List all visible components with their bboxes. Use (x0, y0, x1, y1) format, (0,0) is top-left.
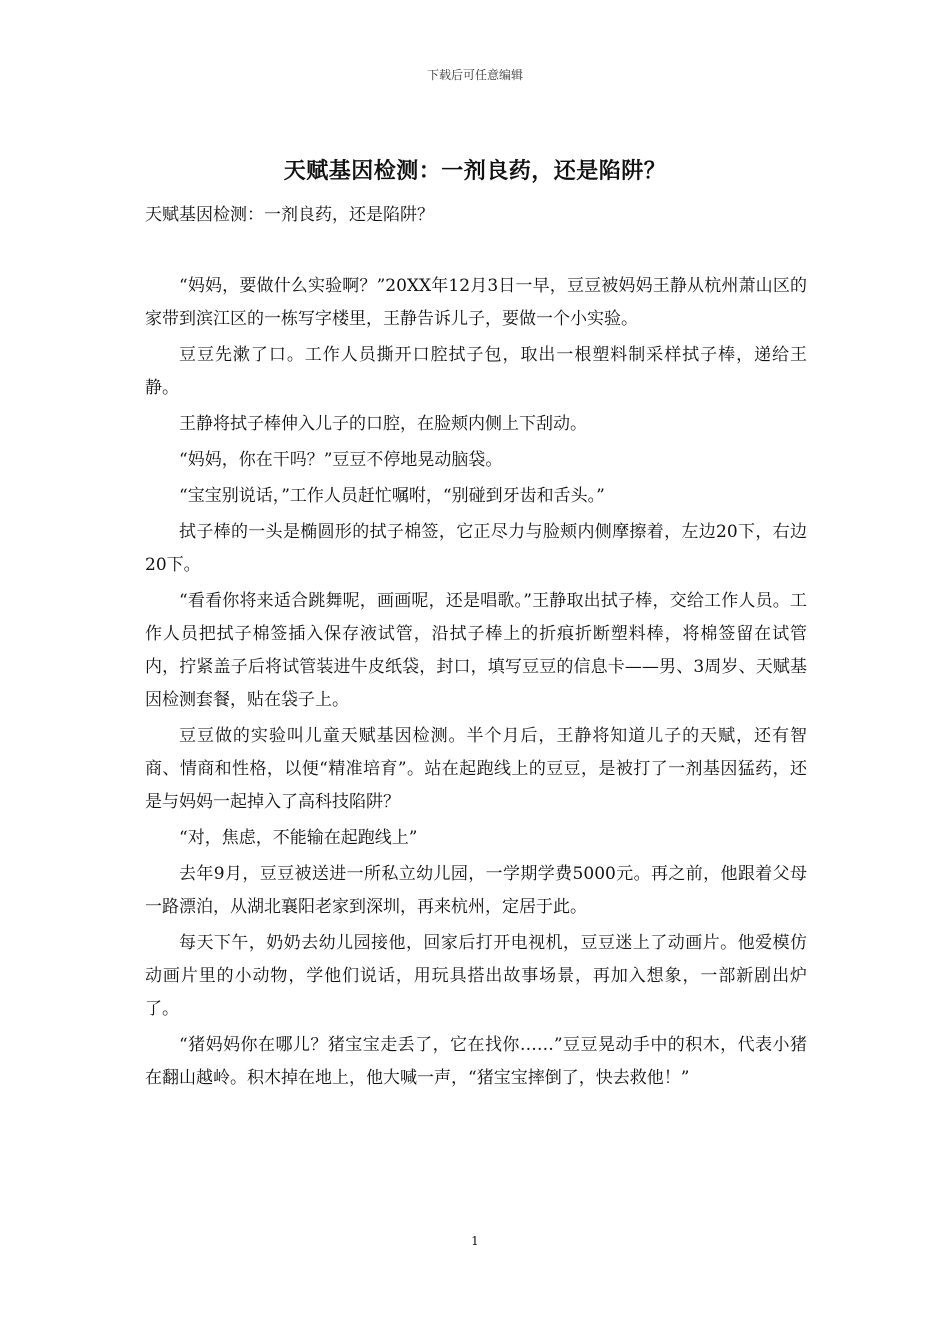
article-title: 天赋基因检测：一剂良药，还是陷阱？ (283, 158, 667, 184)
paragraph: 王静将拭子棒伸入儿子的口腔，在脸颊内侧上下刮动。 (179, 414, 587, 434)
header-note: 下载后可任意编辑 (426, 68, 523, 82)
paragraph: 去年9月，豆豆被送进一所私立幼儿园，一学期学费5000元。再之前，他跟着父母一路漂泊，从湖北襄阳老家到深圳，再来杭州，定居于此。 (145, 864, 807, 917)
paragraph: 豆豆先漱了口。工作人员撕开口腔拭子包，取出一根塑料制采样拭子棒，递给王静。 (145, 345, 807, 398)
paragraph: 每天下午，奶奶去幼儿园接他，回家后打开电视机，豆豆迷上了动画片。他爱模仿动画片里的小动物，学他们说话，用玩具搭出故事场景，再加入想象，一部新剧出炉了。 (145, 933, 807, 1019)
paragraph: “猪妈妈你在哪儿？猪宝宝走丢了，它在找你……”豆豆晃动手中的积木，代表小猪在翻山越岭。积木掉在地上，他大喊一声，“猪宝宝摔倒了，快去救他！” (145, 1035, 807, 1088)
page-number: 1 (471, 1234, 479, 1248)
article-subtitle: 天赋基因检测：一剂良药，还是陷阱？ (145, 205, 434, 225)
paragraph: “看看你将来适合跳舞呢，画画呢，还是唱歌。”王静取出拭子棒，交给工作人员。工作人员把拭子棉签插入保存液试管，沿拭子棒上的折痕折断塑料棒，将棉签留在试管内，拧紧盖子后将试管装进牛皮纸袋，封口，填写豆豆的信息卡——男、3周岁、天赋基因检测套餐，贴在袋子上。 (145, 591, 807, 710)
article-body (145, 270, 807, 1098)
paragraph: “宝宝别说话，”工作人员赶忙嘱咐，“别碰到牙齿和舌头。” (179, 486, 605, 506)
section-heading: “对，焦虑，不能输在起跑线上” (179, 828, 418, 848)
paragraph: 豆豆做的实验叫儿童天赋基因检测。半个月后，王静将知道儿子的天赋，还有智商、情商和性格，以便“精准培育”。站在起跑线上的豆豆，是被打了一剂基因猛药，还是与妈妈一起掉入了高科技陷阱？ (145, 726, 807, 812)
paragraph: 拭子棒的一头是椭圆形的拭子棉签，它正尽力与脸颊内侧摩擦着，左边20下，右边20下。 (145, 522, 807, 575)
paragraph: “妈妈，要做什么实验啊？”20XX年12月3日一早，豆豆被妈妈王静从杭州萧山区的家带到滨江区的一栋写字楼里，王静告诉儿子，要做一个小实验。 (145, 276, 807, 329)
paragraph: “妈妈，你在干吗？”豆豆不停地晃动脑袋。 (179, 450, 503, 470)
